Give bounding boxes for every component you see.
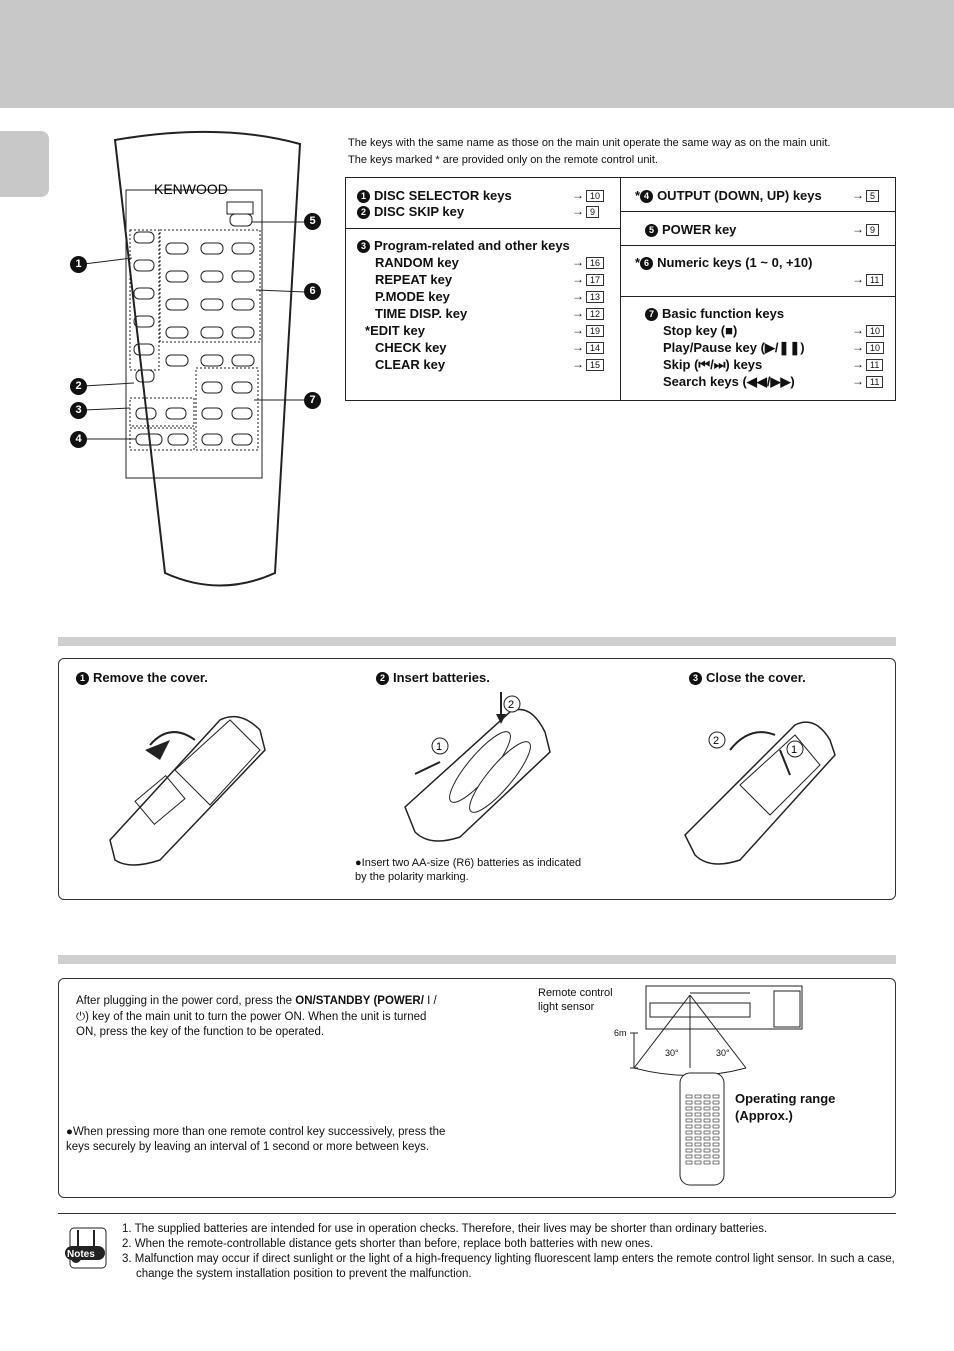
notes-rule — [58, 1213, 896, 1214]
key-number: 7 — [645, 308, 658, 321]
star-mark: * — [365, 323, 371, 338]
battery-mark-1: 1 — [436, 741, 443, 753]
key-table-rule — [345, 228, 620, 229]
step-num: 2 — [376, 672, 389, 685]
battery-step-3: 3 Close the cover. — [689, 670, 806, 685]
key-number: 5 — [645, 224, 658, 237]
battery-step-1: 1 Remove the cover. — [76, 670, 208, 685]
key-row — [635, 254, 812, 271]
battery-note: ●Insert two AA-size (R6) batteries as indicated by the polarity marking. — [355, 857, 582, 883]
remove-cover-illustration — [100, 710, 280, 870]
key-row — [375, 305, 467, 322]
note-item: 3. Malfunction may occur if direct sunlight or the light of a high-frequency lighting fluorescent lamp enters the remote control light sensor. In such a case, change the system installation position to prevent the malfunction. — [122, 1253, 895, 1280]
callout-2: 2 — [70, 378, 87, 395]
key-number: 2 — [357, 206, 370, 219]
key-row — [663, 373, 795, 390]
callout-6: 6 — [304, 283, 321, 300]
key-number: 3 — [357, 240, 370, 253]
header-bar — [0, 0, 954, 108]
key-label: Play/Pause key (▶/❚❚) — [663, 340, 805, 355]
angle-left-label: 30° — [665, 1048, 679, 1058]
page-reference: → 11 — [852, 271, 883, 288]
page-reference: → 11 — [852, 373, 883, 390]
notes-badge: Notes — [67, 1249, 95, 1260]
operating-range-label: Operating range (Approx.) — [735, 1091, 836, 1123]
key-row — [645, 221, 736, 238]
angle-right-label: 30° — [716, 1048, 730, 1058]
star-mark: * — [635, 255, 641, 270]
page-reference: → 14 — [572, 339, 604, 356]
key-row — [375, 271, 452, 288]
page-reference: → 12 — [572, 305, 604, 322]
key-label: EDIT key — [370, 323, 425, 338]
page-reference: → 9 — [572, 203, 599, 220]
key-row — [357, 187, 512, 204]
key-row — [635, 187, 822, 204]
key-label: Skip (⏮/⏭) keys — [663, 357, 763, 372]
key-label: POWER key — [662, 222, 737, 237]
key-label: DISC SELECTOR keys — [374, 188, 512, 203]
key-row — [375, 356, 445, 373]
key-row — [375, 254, 459, 271]
step-num: 3 — [689, 672, 702, 685]
page-reference: → 10 — [852, 339, 884, 356]
operation-bullet: ●When pressing more than one remote control key successively, press the keys securely by leaving an interval of 1 second or more between keys. — [66, 1126, 446, 1153]
page-reference: → 15 — [572, 356, 604, 373]
key-number: 1 — [357, 190, 370, 203]
intro-line-1: The keys with the same name as those on the main unit operate the same way as on the main unit. — [348, 137, 831, 149]
operation-key-name: ON/STANDBY (POWER/ — [295, 995, 424, 1007]
intro-text — [348, 135, 908, 169]
notes-list — [122, 1222, 902, 1282]
page-reference: → 10 — [572, 187, 604, 204]
key-table-rule — [620, 296, 896, 297]
battery-mark-2: 2 — [508, 699, 515, 711]
page-reference: → 9 — [852, 221, 879, 238]
callout-3: 3 — [70, 402, 87, 419]
key-row — [375, 339, 447, 356]
operation-section-bar — [58, 955, 896, 964]
key-label: P.MODE key — [375, 289, 450, 304]
key-label: RANDOM key — [375, 255, 459, 270]
page-reference: → 19 — [572, 322, 604, 339]
page-reference: → 16 — [572, 254, 604, 271]
callout-5: 5 — [304, 213, 321, 230]
operation-paragraph — [76, 994, 450, 1041]
key-row — [357, 237, 570, 254]
step-num: 1 — [76, 672, 89, 685]
key-label: Search keys (◀◀/▶▶) — [663, 374, 795, 389]
callout-4: 4 — [70, 431, 87, 448]
page-reference: → 17 — [572, 271, 604, 288]
callout-7: 7 — [304, 392, 321, 409]
battery-step-2: 2 Insert batteries. — [376, 670, 490, 685]
page-reference: → 10 — [852, 322, 884, 339]
note-item: 1. The supplied batteries are intended for use in operation checks. Therefore, their lives may be shorter than ordinary batteries. — [122, 1223, 768, 1235]
key-table-rule — [620, 211, 896, 212]
remote-body — [115, 132, 300, 586]
key-number: 6 — [640, 257, 653, 270]
key-row — [375, 288, 450, 305]
operation-text-a: After plugging in the power cord, press the — [76, 995, 293, 1007]
key-label: Program-related and other keys — [374, 238, 570, 253]
intro-line-2: The keys marked * are provided only on the remote control unit. — [348, 154, 658, 166]
note-item: 2. When the remote-controllable distance gets shorter than before, replace both batteries with new ones. — [122, 1238, 654, 1250]
key-label: Basic function keys — [662, 306, 785, 321]
key-number: 4 — [640, 190, 653, 203]
remote-illustration — [60, 128, 340, 598]
callout-1: 1 — [70, 256, 87, 273]
key-label: DISC SKIP key — [374, 204, 465, 219]
key-label: REPEAT key — [375, 272, 453, 287]
page-reference: → 13 — [572, 288, 604, 305]
key-row — [357, 203, 464, 220]
sensor-label: Remote control light sensor — [538, 987, 613, 1013]
key-label: Numeric keys (1 ~ 0, +10) — [657, 255, 813, 270]
distance-label: 6m — [614, 1028, 627, 1038]
key-label: TIME DISP. key — [375, 306, 468, 321]
star-mark: * — [635, 188, 641, 203]
side-tab — [0, 131, 49, 197]
remote-brand: KENWOOD — [154, 181, 228, 197]
close-cover-illustration — [680, 715, 840, 870]
key-table-rule — [620, 245, 896, 246]
key-row — [663, 356, 762, 373]
page-reference: → 5 — [852, 187, 879, 204]
page-reference: → 11 — [852, 356, 883, 373]
key-label: CLEAR key — [375, 357, 446, 372]
close-mark-1: 1 — [791, 744, 798, 756]
close-mark-2: 2 — [713, 735, 720, 747]
battery-section-bar — [58, 637, 896, 646]
key-label: OUTPUT (DOWN, UP) keys — [657, 188, 822, 203]
operation-text-b: I / ⏻) key of the main unit to turn the power ON. When the unit is turned ON, press the key of the function to be operated. — [76, 995, 437, 1038]
key-label: CHECK key — [375, 340, 447, 355]
operating-range-diagram — [610, 983, 806, 1188]
key-label: Stop key (■) — [663, 323, 738, 338]
key-row — [365, 322, 425, 339]
key-row — [663, 322, 737, 339]
insert-batteries-illustration — [400, 692, 560, 852]
key-row — [645, 305, 784, 322]
key-row — [663, 339, 805, 356]
